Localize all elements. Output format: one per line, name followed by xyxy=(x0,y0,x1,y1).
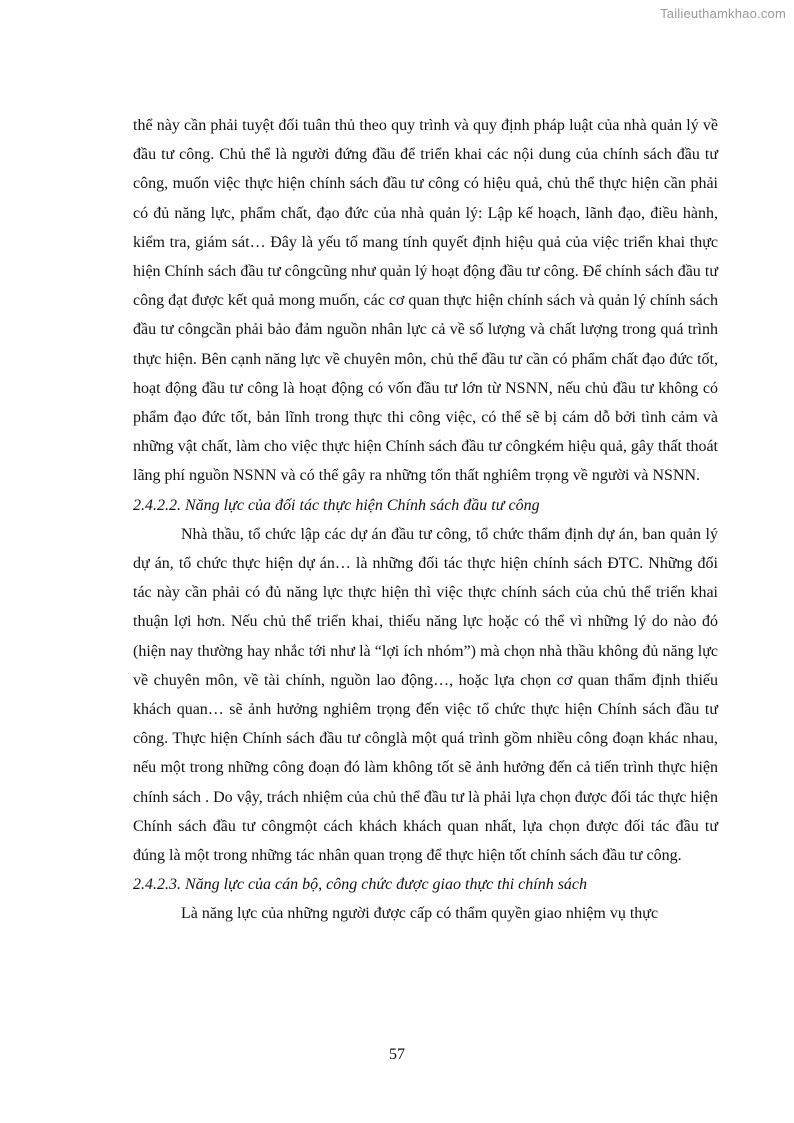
document-body xyxy=(133,111,718,929)
watermark-text: Tailieuthamkhao.com xyxy=(660,6,786,21)
page-number: 57 xyxy=(389,1046,405,1063)
section-heading: 2.4.2.3. Năng lực của cán bộ, công chức được giao thực thi chính sách xyxy=(133,876,588,894)
body-paragraph: Là năng lực của những người được cấp có thẩm quyền giao nhiệm vụ thực xyxy=(181,905,659,923)
body-paragraph: Nhà thầu, tổ chức lập các dự án đầu tư công, tổ chức thẩm định dự án, ban quản lý dự án, tổ chức thực hiện dự án… là những đối tác thực hiện chính sách ĐTC. Những đối tác này cần phải có đủ năng lực thực hiện thì việc thực chính sách của chủ thể triển khai thuận lợi hơn. Nếu chủ thể triển khai, thiếu năng lực hoặc có thể vì những lý do nào đó (hiện nay thường hay nhắc tới như là “lợi ích nhóm”) mà chọn nhà thầu không đủ năng lực về chuyên môn, về tài chính, nguồn lao động…, hoặc lựa chọn cơ quan thẩm định thiếu khách quan… sẽ ảnh hưởng nghiêm trọng đến việc tổ chức thực hiện Chính sách đầu tư công. Thực hiện Chính sách đầu tư cônglà một quá trình gồm nhiều công đoạn khác nhau, nếu một trong những công đoạn đó làm không tốt sẽ ảnh hưởng đến cả tiến trình thực hiện chính sách . Do vậy, trách nhiệm của chủ thể đầu tư là phải lựa chọn được đối tác thực hiện Chính sách đầu tư côngmột cách khách khách quan nhất, lựa chọn được đối tác đầu tư đúng là một trong những tác nhân quan trọng để thực hiện tốt chính sách đầu tư công. xyxy=(133,525,718,865)
body-paragraph: thể này cần phải tuyệt đối tuân thủ theo quy trình và quy định pháp luật của nhà quản lý về đầu tư công. Chủ thể là người đứng đầu để triển khai các nội dung của chính sách đầu tư công, muốn việc thực hiện chính sách đầu tư công có hiệu quả, chủ thể thực hiện cần phải có đủ năng lực, phẩm chất, đạo đức của nhà quản lý: Lập kế hoạch, lãnh đạo, điều hành, kiểm tra, giám sát… Đây là yếu tố mang tính quyết định hiệu quả của việc triển khai thực hiện Chính sách đầu tư côngcũng như quản lý hoạt động đầu tư công. Để chính sách đầu tư công đạt được kết quả mong muốn, các cơ quan thực hiện chính sách và quản lý chính sách đầu tư côngcần phải bảo đảm nguồn nhân lực cả về số lượng và chất lượng trong quá trình thực hiện. Bên cạnh năng lực về chuyên môn, chủ thể đầu tư cần có phẩm chất đạo đức tốt, hoạt động đầu tư công là hoạt động có vốn đầu tư lớn từ NSNN, nếu chủ đầu tư không có phẩm đạo đức tốt, bản lĩnh trong thực thi công việc, có thể sẽ bị cám dỗ bởi tình cảm và những vật chất, làm cho việc thực hiện Chính sách đầu tư côngkém hiệu quả, gây thất thoát lãng phí nguồn NSNN và có thể gây ra những tổn thất nghiêm trọng về người và NSNN. xyxy=(133,117,718,485)
section-heading: 2.4.2.2. Năng lực của đối tác thực hiện Chính sách đầu tư công xyxy=(133,496,540,514)
